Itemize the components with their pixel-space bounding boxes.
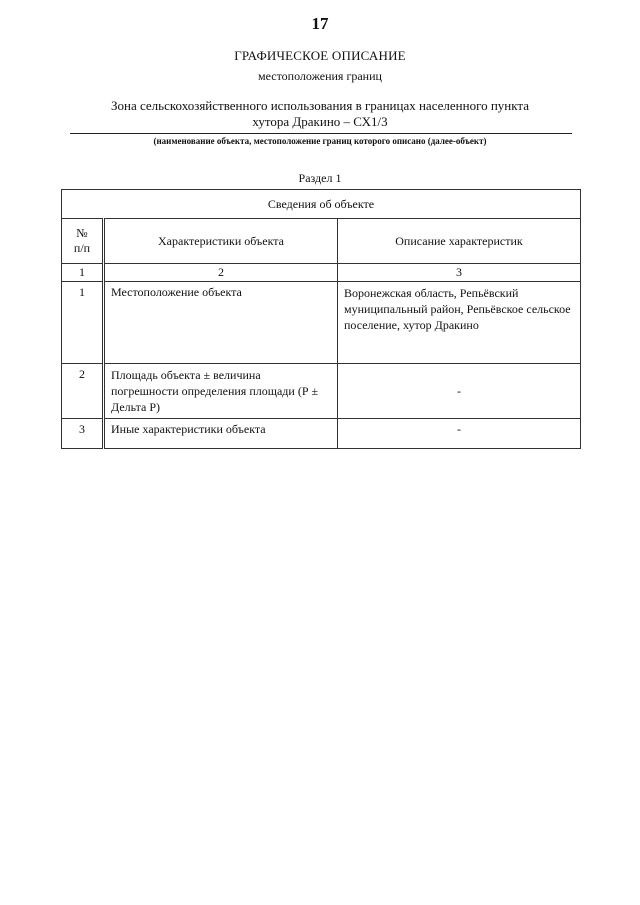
row-description: -: [338, 419, 581, 449]
object-caption: (наименование объекта, местоположение границ которого описано (далее-объект): [153, 136, 487, 146]
object-info-table: [61, 189, 581, 449]
row-number: 2: [62, 364, 104, 419]
object-name-line1: Зона сельскохозяйственного использования в границах населенного пункта: [110, 98, 529, 113]
column-header-characteristic: Характеристики объекта: [104, 219, 338, 264]
table-title-row: [62, 190, 581, 219]
object-name-line2: хутора Дракино – СХ1/3: [252, 114, 388, 129]
row-characteristic: Местоположение объекта: [104, 282, 338, 364]
row-number: 1: [62, 282, 104, 364]
row-characteristic: Площадь объекта ± величина погрешности определения площади (Р ± Дельта Р): [104, 364, 338, 419]
column-number-3: 3: [338, 264, 581, 282]
section-title: Раздел 1: [298, 171, 342, 185]
object-name: [0, 98, 640, 130]
column-number-1: 1: [62, 264, 104, 282]
table-column-number-row: [62, 264, 581, 282]
document-title: ГРАФИЧЕСКОЕ ОПИСАНИЕ: [234, 48, 406, 63]
table-row: [62, 282, 581, 364]
row-characteristic: Иные характеристики объекта: [104, 419, 338, 449]
table-title: Сведения об объекте: [62, 190, 581, 219]
row-description: -: [338, 364, 581, 419]
document-subtitle: местоположения границ: [258, 69, 382, 83]
object-underline: [70, 133, 572, 134]
table-header-row: [62, 219, 581, 264]
table-row: [62, 419, 581, 449]
row-number: 3: [62, 419, 104, 449]
row-description: Воронежская область, Репьёвский муниципальный район, Репьёвское сельское поселение, хутор Дракино: [338, 282, 581, 364]
table-row: [62, 364, 581, 419]
page-number: 17: [311, 14, 329, 33]
column-header-description: Описание характеристик: [338, 219, 581, 264]
column-header-number: № п/п: [62, 219, 104, 264]
column-number-2: 2: [104, 264, 338, 282]
